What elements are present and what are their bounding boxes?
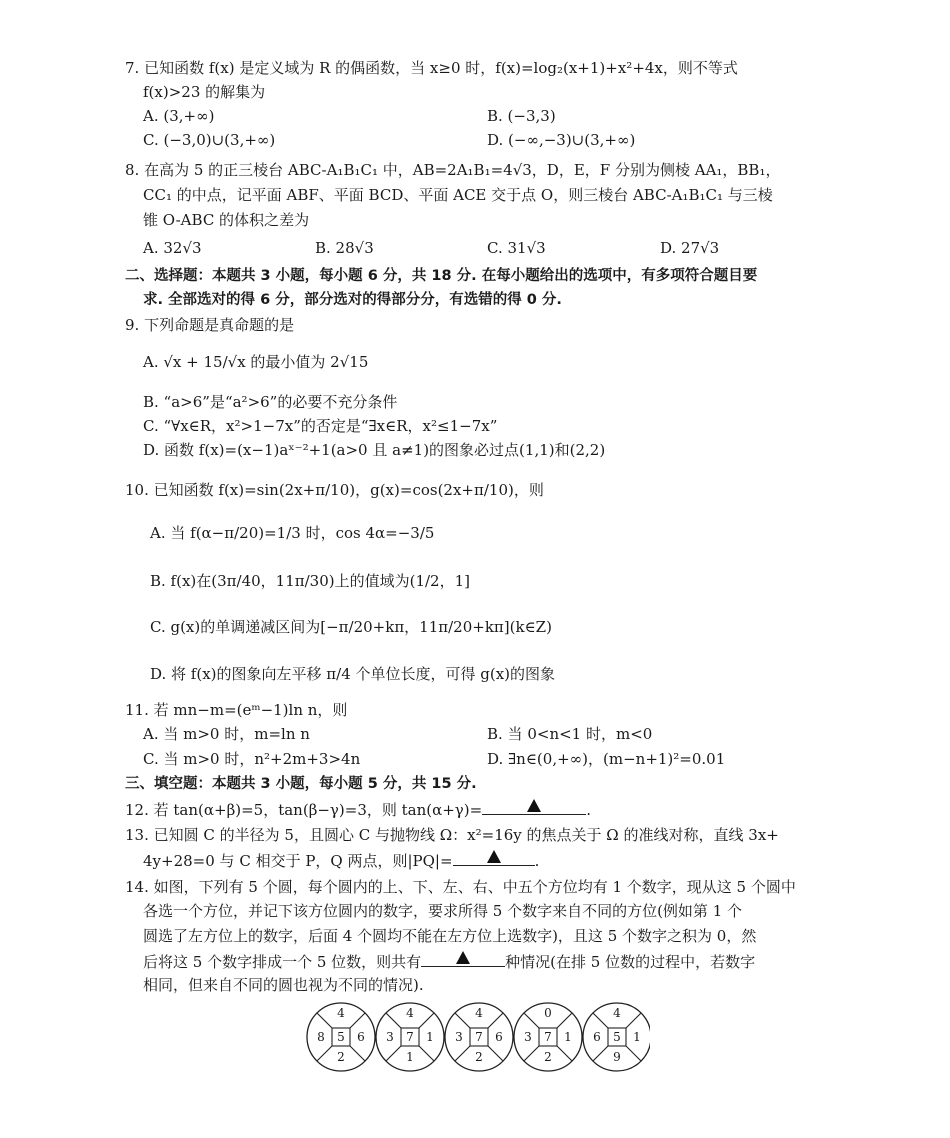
q8-stem-line1: 8. 在高为 5 的正三棱台 ABC-A₁B₁C₁ 中，AB=2A₁B₁=4√3，D，E，F 分别为侧棱 AA₁，BB₁， <box>125 161 781 179</box>
q11-stem: 11. 若 mn−m=(eᵐ−1)ln n，则 <box>125 701 348 719</box>
figure-digit-top: 4 <box>406 1006 414 1020</box>
q14-line2: 各选一个方位，并记下该方位圆内的数字，要求所得 5 个数字来自不同的方位(例如第 1 个 <box>143 902 743 920</box>
figure-diagonal-line <box>419 1046 434 1061</box>
figure-digit-top: 4 <box>613 1006 621 1020</box>
q10-stem: 10. 已知函数 f(x)=sin(2x+π/10)，g(x)=cos(2x+π/10)，则 <box>125 481 544 499</box>
q10-option-c: C. g(x)的单调递减区间为[−π/20+kπ，11π/20+kπ](k∈Z) <box>150 618 552 636</box>
figure-digit-left: 8 <box>317 1030 325 1044</box>
figure-digit-left: 3 <box>386 1030 394 1044</box>
figure-digit-left: 3 <box>524 1030 532 1044</box>
figure-digit-right: 6 <box>357 1030 365 1044</box>
figure-digit-top: 4 <box>475 1006 483 1020</box>
q11-option-c: C. 当 m>0 时，n²+2m+3>4n <box>143 750 361 768</box>
section3-heading: 三、填空题：本题共 3 小题，每小题 5 分，共 15 分. <box>125 776 477 792</box>
figure-diagonal-line <box>593 1013 608 1028</box>
q10-option-a: A. 当 f(α−π/20)=1/3 时，cos 4α=−3/5 <box>150 524 435 542</box>
q12-line <box>125 798 591 820</box>
q13-line1: 13. 已知圆 C 的半径为 5，且圆心 C 与抛物线 Ω：x²=16y 的焦点关于 Ω 的准线对称，直线 3x+ <box>125 826 779 844</box>
section2-heading-line1: 二、选择题：本题共 3 小题，每小题 6 分，共 18 分. 在每小题给出的选项中，有多项符合题目要 <box>125 268 758 284</box>
figure-diagonal-line <box>455 1013 470 1028</box>
figure-digit-center: 5 <box>613 1030 621 1044</box>
triangle-icon <box>456 951 470 964</box>
q13-answer-blank <box>453 849 535 866</box>
figure-diagonal-line <box>350 1013 365 1028</box>
q7-option-d: D. (−∞,−3)∪(3,+∞) <box>487 131 636 149</box>
figure-digit-center: 7 <box>406 1030 414 1044</box>
figure-diagonal-line <box>488 1013 503 1028</box>
figure-diagonal-line <box>386 1046 401 1061</box>
figure-digit-top: 0 <box>544 1006 552 1020</box>
figure-diagonal-line <box>317 1046 332 1061</box>
figure-digit-left: 6 <box>593 1030 601 1044</box>
q14-line1: 14. 如图，下列有 5 个圆，每个圆内的上、下、左、右、中五个方位均有 1 个数字，现从这 5 个圆中 <box>125 878 796 896</box>
q14-line3: 圆选了左方位上的数字，后面 4 个圆均不能在左方位上选数字)，且这 5 个数字之积为 0，然 <box>143 927 757 945</box>
q9-option-d: D. 函数 f(x)=(x−1)aˣ⁻²+1(a>0 且 a≠1)的图象必过点(1,1)和(2,2) <box>143 441 606 459</box>
q14-figure <box>305 1000 650 1075</box>
figure-digit-center: 7 <box>475 1030 483 1044</box>
figure-digit-left: 3 <box>455 1030 463 1044</box>
figure-digit-center: 5 <box>337 1030 345 1044</box>
figure-digit-center: 7 <box>544 1030 552 1044</box>
q14-answer-blank <box>421 950 505 967</box>
q8-option-c: C. 31√3 <box>487 239 546 257</box>
triangle-icon <box>527 799 541 812</box>
figure-diagonal-line <box>626 1046 641 1061</box>
section2-heading-line2: 求. 全部选对的得 6 分，部分选对的得部分分，有选错的得 0 分. <box>143 292 562 308</box>
figure-digit-right: 1 <box>633 1030 641 1044</box>
figure-diagonal-line <box>419 1013 434 1028</box>
q13-line2 <box>143 849 539 871</box>
q12-text: 12. 若 tan(α+β)=5，tan(β−γ)=3，则 tan(α+γ)= <box>125 801 483 819</box>
q11-option-d: D. ∃n∈(0,+∞)，(m−n+1)²=0.01 <box>487 750 726 768</box>
q11-option-a: A. 当 m>0 时，m=ln n <box>143 725 310 743</box>
figure-digit-bottom: 1 <box>406 1050 414 1064</box>
figure-diagonal-line <box>386 1013 401 1028</box>
q13-period: . <box>534 852 540 870</box>
figure-digit-bottom: 9 <box>613 1050 621 1064</box>
q14-line5: 相同，但来自不同的圆也视为不同的情况). <box>143 976 424 994</box>
q10-option-b: B. f(x)在(3π/40，11π/30)上的值域为(1/2，1] <box>150 572 470 590</box>
q9-option-c: C. “∀x∈R，x²>1−7x”的否定是“∃x∈R，x²≤1−7x” <box>143 417 498 435</box>
figure-diagonal-line <box>626 1013 641 1028</box>
q7-stem-line1: 7. 已知函数 f(x) 是定义域为 R 的偶函数，当 x≥0 时，f(x)=log₂(x+1)+x²+4x，则不等式 <box>125 59 738 77</box>
figure-digit-right: 1 <box>426 1030 434 1044</box>
figure-diagonal-line <box>593 1046 608 1061</box>
figure-digit-bottom: 2 <box>337 1050 345 1064</box>
figure-digit-bottom: 2 <box>544 1050 552 1064</box>
q9-option-a: A. √x + 15/√x 的最小值为 2√15 <box>143 353 369 371</box>
q11-option-b: B. 当 0<n<1 时，m<0 <box>487 725 653 743</box>
triangle-icon <box>487 850 501 863</box>
figure-digit-bottom: 2 <box>475 1050 483 1064</box>
q14-text-cont: 种情况(在排 5 位数的过程中，若数字 <box>505 953 756 971</box>
q10-option-d: D. 将 f(x)的图象向左平移 π/4 个单位长度，可得 g(x)的图象 <box>150 665 556 683</box>
figure-diagonal-line <box>557 1046 572 1061</box>
q8-option-d: D. 27√3 <box>660 239 720 257</box>
q8-option-a: A. 32√3 <box>143 239 202 257</box>
q8-stem-line3: 锥 O-ABC 的体积之差为 <box>143 211 310 229</box>
q12-period: . <box>586 801 591 819</box>
figure-diagonal-line <box>455 1046 470 1061</box>
q14-text: 后将这 5 个数字排成一个 5 位数，则共有 <box>143 953 422 971</box>
figure-diagonal-line <box>317 1013 332 1028</box>
q9-stem: 9. 下列命题是真命题的是 <box>125 316 295 334</box>
figure-digit-right: 1 <box>564 1030 572 1044</box>
figure-diagonal-line <box>557 1013 572 1028</box>
figure-digit-top: 4 <box>337 1006 345 1020</box>
q7-option-b: B. (−3,3) <box>487 107 556 125</box>
q7-option-a: A. (3,+∞) <box>143 107 215 125</box>
q12-answer-blank <box>482 798 586 815</box>
q14-line4 <box>143 950 755 972</box>
q13-text: 4y+28=0 与 C 相交于 P，Q 两点，则|PQ|= <box>143 852 453 870</box>
figure-diagonal-line <box>488 1046 503 1061</box>
figure-diagonal-line <box>524 1013 539 1028</box>
q7-stem-line2: f(x)>23 的解集为 <box>143 83 266 101</box>
q8-stem-line2: CC₁ 的中点，记平面 ABF、平面 BCD、平面 ACE 交于点 O，则三棱台 ABC-A₁B₁C₁ 与三棱 <box>143 186 773 204</box>
q7-option-c: C. (−3,0)∪(3,+∞) <box>143 131 276 149</box>
figure-diagonal-line <box>524 1046 539 1061</box>
figure-digit-right: 6 <box>495 1030 503 1044</box>
figure-diagonal-line <box>350 1046 365 1061</box>
q9-option-b: B. “a>6”是“a²>6”的必要不充分条件 <box>143 393 398 411</box>
q8-option-b: B. 28√3 <box>315 239 374 257</box>
